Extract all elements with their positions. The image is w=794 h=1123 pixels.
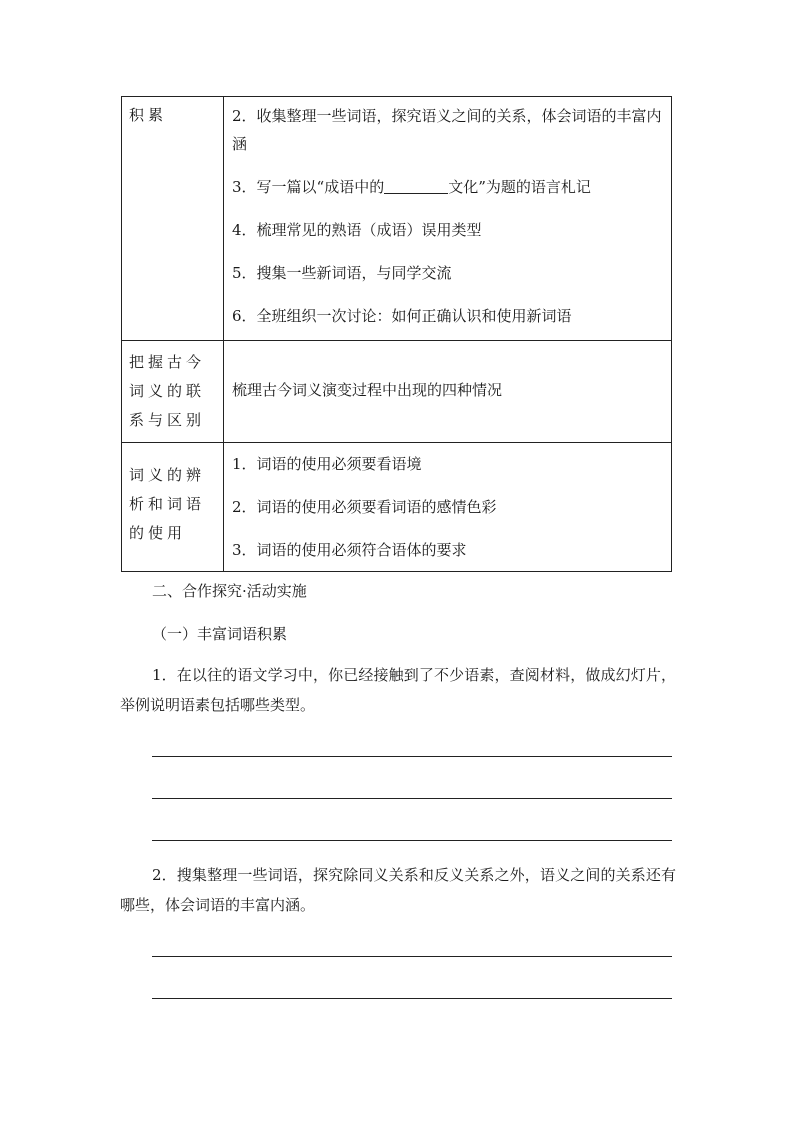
answer-line[interactable]: [152, 840, 672, 841]
category-cell: [122, 97, 224, 341]
fill-in-blank: [384, 178, 448, 194]
question-2: 2．搜集整理一些词语，探究除同义关系和反义关系之外，语义之间的关系还有哪些，体会词语的丰富内涵。: [120, 866, 676, 914]
content-cell: [224, 97, 672, 341]
list-item: [232, 173, 663, 201]
category-cell: [122, 341, 224, 443]
list-item: 5．搜集一些新词语，与同学交流: [232, 264, 452, 282]
content-cell: [224, 443, 672, 572]
list-item: 3．词语的使用必须符合语体的要求: [232, 541, 467, 559]
activity-table: [121, 96, 672, 572]
list-item: 梳理古今词义演变过程中出现的四种情况: [232, 381, 503, 399]
list-item: 2．词语的使用必须要看词语的感情色彩: [232, 498, 497, 516]
category-cell: [122, 443, 224, 572]
list-item: 1．词语的使用必须要看语境: [232, 455, 422, 473]
category-label: 积累: [129, 106, 168, 124]
table-row-accumulation: [122, 97, 672, 341]
question-1: 1．在以往的语文学习中，你已经接触到了不少语素，查阅材料，做成幻灯片，举例说明语素包括哪些类型。: [120, 666, 676, 714]
list-item: 4．梳理常见的熟语（成语）误用类型: [232, 221, 482, 239]
list-item: 6．全班组织一次讨论：如何正确认识和使用新词语: [232, 307, 572, 325]
section-heading: 二、合作探究·活动实施: [152, 582, 307, 600]
category-label: 把握古今词义的联系与区别: [129, 353, 206, 429]
table-row-word-usage: [122, 443, 672, 572]
item-text-before: 3．写一篇以“成语中的: [232, 178, 385, 196]
answer-line[interactable]: [152, 956, 672, 957]
section-subheading: （一）丰富词语积累: [152, 625, 288, 643]
answer-line[interactable]: [152, 756, 672, 757]
content-cell: [224, 341, 672, 443]
answer-line[interactable]: [152, 798, 672, 799]
list-item: 2．收集整理一些词语，探究语义之间的关系，体会词语的丰富内涵: [232, 107, 662, 153]
answer-line[interactable]: [152, 998, 672, 999]
table-row-word-meaning: [122, 341, 672, 443]
category-label: 词义的辨析和词语的使用: [129, 466, 206, 542]
item-text-after: 文化”为题的语言札记: [448, 178, 591, 196]
